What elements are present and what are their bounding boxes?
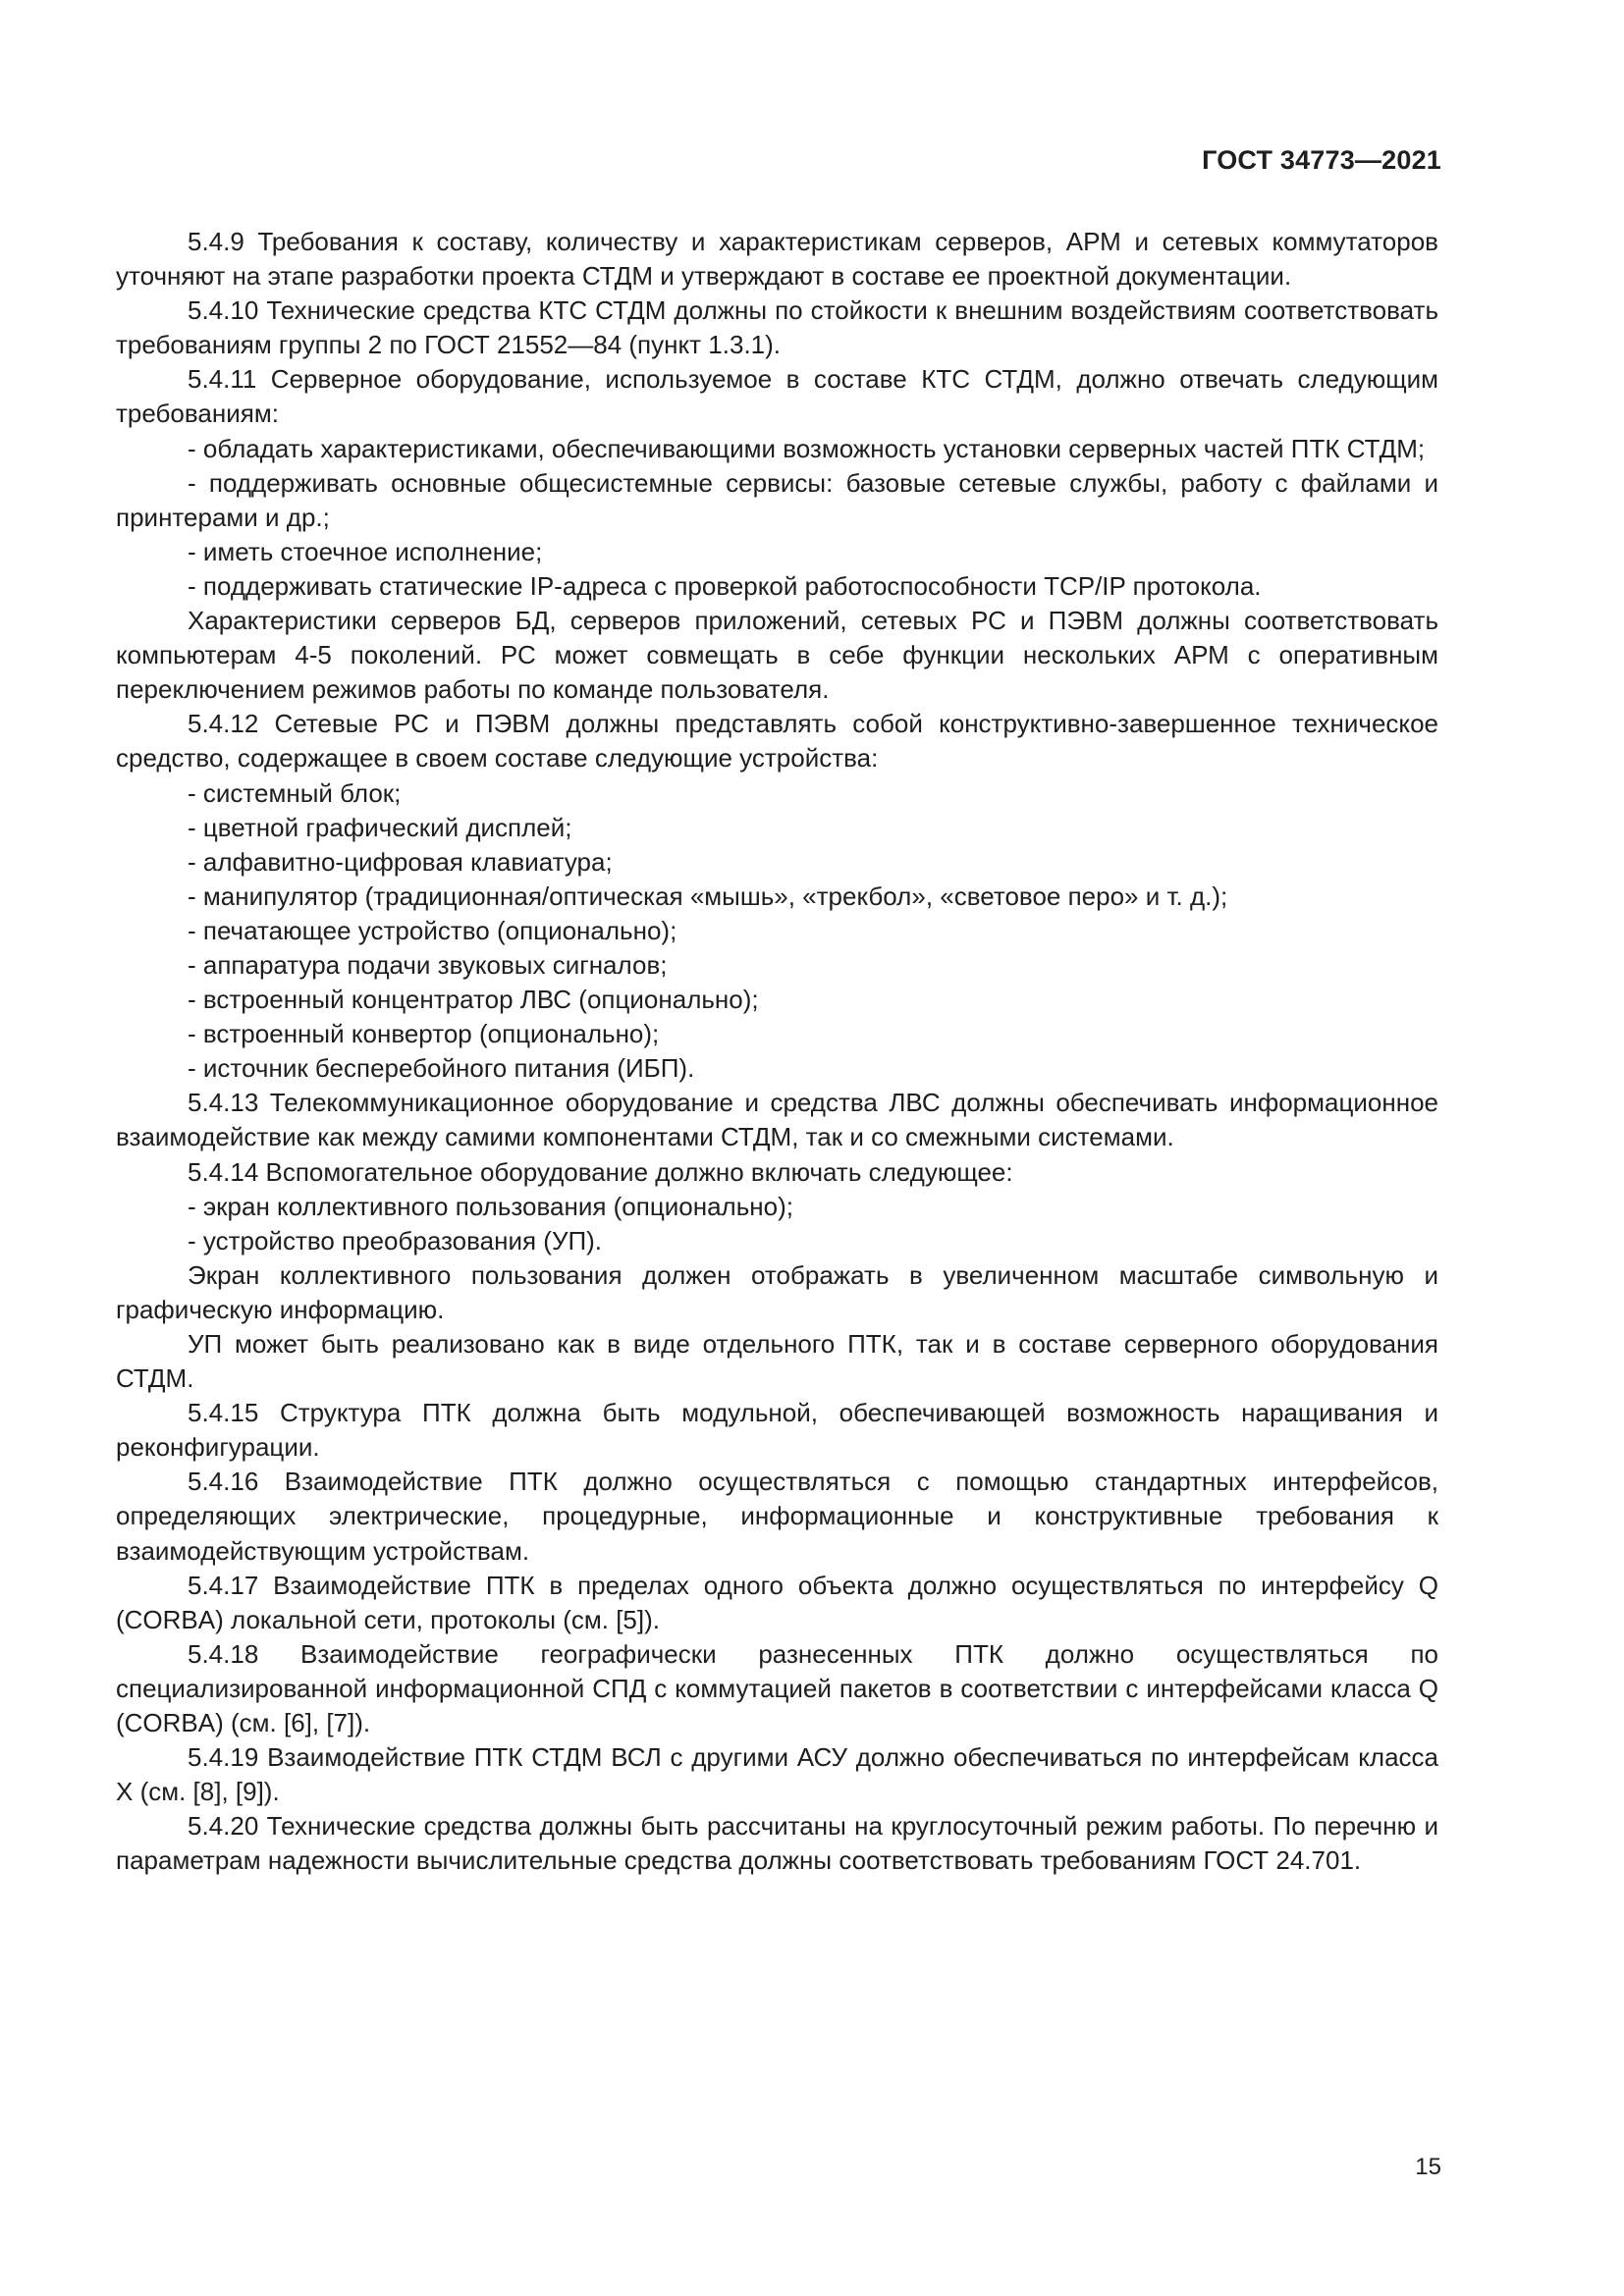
list-item: - источник бесперебойного питания (ИБП).: [188, 1053, 695, 1084]
paragraph: 5.4.14 Вспомогательное оборудование должно включать следующее:: [188, 1156, 1013, 1187]
paragraph: УП может быть реализовано как в виде отдельного ПТК, так и в составе серверного оборудования СТДМ.: [116, 1329, 1438, 1394]
list-item: - цветной графический дисплей;: [188, 812, 572, 842]
paragraph: 5.4.13 Телекоммуникационное оборудование и средства ЛВС должны обеспечивать информационное взаимодействие как между самими компонентами СТДМ, так и со смежными системами.: [116, 1088, 1438, 1152]
paragraph: 5.4.16 Взаимодействие ПТК должно осуществляться с помощью стандартных интерфейсов, определяющих электрические, процедурные, информационные и конструктивные требования к взаимодействующим устройствам.: [116, 1467, 1438, 1566]
paragraph: 5.4.20 Технические средства должны быть рассчитаны на круглосуточный режим работы. По перечню и параметрам надежности вычислительные средства должны соответствовать требованиям ГОСТ 24.701.: [116, 1811, 1438, 1876]
list-item: - системный блок;: [188, 777, 402, 808]
list-item: - встроенный концентратор ЛВС (опционально);: [188, 985, 759, 1015]
paragraph: 5.4.17 Взаимодействие ПТК в пределах одного объекта должно осуществляться по интерфейсу Q (CORBA) локальной сети, протоколы (см. [5]).: [116, 1570, 1438, 1634]
list-item: - манипулятор (традиционная/оптическая «мышь», «трекбол», «световое перо» и т. д.);: [188, 881, 1228, 911]
paragraph: 5.4.10 Технические средства КТС СТДМ должны по стойкости к внешним воздействиям соответствовать требованиям группы 2 по ГОСТ 21552—84 (пункт 1.3.1).: [116, 295, 1438, 360]
list-item: - иметь стоечное исполнение;: [188, 536, 543, 566]
list-item: - обладать характеристиками, обеспечивающими возможность установки серверных частей ПТК СТДМ;: [188, 433, 1426, 463]
list-item: - поддерживать статические IP-адреса с проверкой работоспособности TCP/IP протокола.: [188, 570, 1262, 601]
list-item: - устройство преобразования (УП).: [188, 1225, 603, 1255]
paragraph: Характеристики серверов БД, серверов приложений, сетевых РС и ПЭВМ должны соответствовать компьютерам 4-5 поколений. РС может совмещать в себе функции нескольких АРМ с оперативным переключением режимов работы по команде пользователя.: [116, 606, 1438, 705]
list-item: - встроенный конвертор (опционально);: [188, 1019, 660, 1049]
document-header-id: ГОСТ 34773—2021: [1202, 145, 1441, 175]
list-item: - экран коллективного пользования (опционально);: [188, 1191, 793, 1221]
paragraph: 5.4.18 Взаимодействие географически разнесенных ПТК должно осуществляться по специализированной информационной СПД с коммутацией пакетов в соответствии с интерфейсами класса Q (CORBA) (см. [6], [7]).: [116, 1638, 1438, 1738]
list-item: - алфавитно-цифровая клавиатура;: [188, 846, 613, 877]
paragraph: Экран коллективного пользования должен отображать в увеличенном масштабе символьную и графическую информацию.: [116, 1259, 1438, 1324]
list-item: - печатающее устройство (опционально);: [188, 915, 677, 945]
paragraph: 5.4.19 Взаимодействие ПТК СТДМ ВСЛ с другими АСУ должно обеспечиваться по интерфейсам класса X (см. [8], [9]).: [116, 1742, 1438, 1807]
paragraph: 5.4.9 Требования к составу, количеству и характеристикам серверов, АРМ и сетевых коммутаторов уточняют на этапе разработки проекта СТДМ и утверждают в составе ее проектной документации.: [116, 227, 1438, 292]
paragraph: 5.4.12 Сетевые РС и ПЭВМ должны представлять собой конструктивно-завершенное техническое средство, содержащее в своем составе следующие устройства:: [116, 709, 1438, 774]
document-body: [116, 225, 1438, 1879]
list-item: - аппаратура подачи звуковых сигналов;: [188, 949, 668, 980]
paragraph: 5.4.11 Серверное оборудование, используемое в составе КТС СТДМ, должно отвечать следующим требованиям:: [116, 364, 1438, 429]
paragraph: 5.4.15 Структура ПТК должна быть модульной, обеспечивающей возможность наращивания и реконфигурации.: [116, 1398, 1438, 1463]
list-item: - поддерживать основные общесистемные сервисы: базовые сетевые службы, работу с файлами и принтерами и др.;: [116, 467, 1438, 532]
page-number: 15: [1415, 2154, 1441, 2180]
